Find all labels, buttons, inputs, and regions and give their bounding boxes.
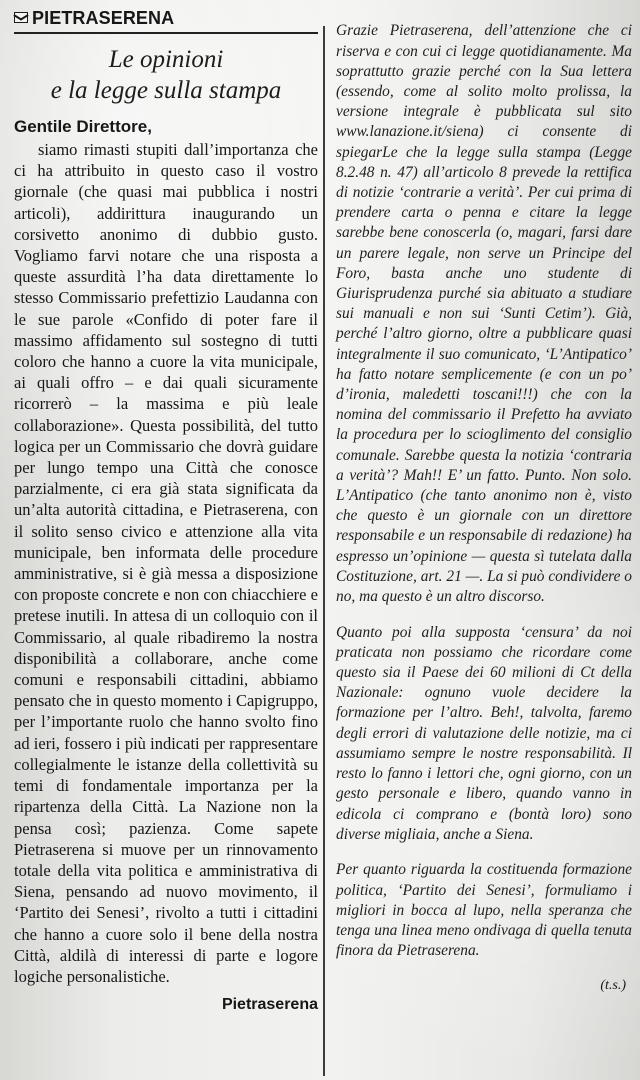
letter-signature: Pietraserena bbox=[221, 996, 318, 1014]
headline-line-1: Le opinioni bbox=[108, 46, 224, 73]
reply-paragraph-2: Quanto poi alla supposta ‘censura’ da noi praticata non possiamo che ricordare come questo sia il Paese dei 60 milioni di Ct della Nazionale: ognuno vuole decidere la formazione per l’altro. Beh!, talvolta, faremo degli errori di valutazione delle notizie, ma ci assumiamo sempre le nostre responsabilità. Il resto lo fanno i lettori che, ogni giorno, con un gesto personale e libero, quando vanno in edicola ci comprano e (bontà loro) sono diverse migliaia, anche a Siena. bbox=[336, 623, 632, 843]
reply-column bbox=[336, 6, 632, 1072]
reply-paragraph-1: Grazie Pietraserena, dell’attenzione che ci riserva e con cui ci legge quotidianamente. Ma soprattutto grazie perché con la Sua lettera (essendo, come al solito molto prolissa, la versione integrale è pubblicata sul sito www.lanazione.it/siena) ci consente di spiegarLe che la legge sulla stampa (Legge 8.2.48 n. 47) all’articolo 8 prevede la rettifica di notizie ‘contrarie a verità’. Per cui prima di prendere carta o penna e citare la legge sarebbe bene conoscerla (o, magari, farsi dare un parere legale, non serve un Principe del Foro, basta anche uno studente di Giurisprudenza purché sia abituato a studiare sui manuali e non sui ‘Sunti Cetim’). Già, perché l’altro giorno, oltre a pubblicare quasi integralmente il suo comunicato, ‘L’Antipatico’ ha fatto notare semplicemente (e con un po’ d’ironia, maledetti toscani!!!) che con la nomina del commissario il Prefetto ha avviato la procedura per lo scioglimento del consiglio comunale. Sarebbe questa la notizia ‘contraria a verità’? Mah!! E’ un fatto. Punto. Non solo. L’Antipatico (che tanto anonimo non è, visto che questo è un giornale con un direttore responsabile e un responsabile di redazione) ha espresso un’opinione — questa sì tutelata dalla Costituzione, art. 21 —. La si può condividere o no, ma questo è un altro discorso. bbox=[336, 22, 632, 606]
headline-line-2: e la legge sulla stampa bbox=[50, 77, 282, 104]
column-divider bbox=[323, 26, 325, 1076]
section-header bbox=[14, 8, 318, 34]
letter-salutation: Gentile Direttore, bbox=[14, 117, 152, 136]
article-headline bbox=[14, 44, 318, 106]
reply-block bbox=[336, 21, 632, 961]
reply-initials: (t.s.) bbox=[600, 977, 626, 993]
mail-icon bbox=[14, 12, 28, 23]
letter-column bbox=[14, 8, 318, 1074]
section-title: PIETRASERENA bbox=[32, 8, 175, 28]
reply-paragraph-3: Per quanto riguarda la costituenda formazione politica, ‘Partito dei Senesi’, formuliamo i migliori in bocca al lupo, nella speranza che tenga una linea meno ondivaga di quella tenuta finora da Pietraserena. bbox=[336, 861, 632, 960]
letter-body: siamo rimasti stupiti dall’importanza che ci ha attribuito in questo caso il vostro giornale (che quasi mai pubblica i nostri articoli), addirittura inaugurando un corsivetto anonimo di dubbio gusto. Vogliamo farvi notare che una risposta a queste assurdità l’ha data direttamente lo stesso Commissario prefettizio Laudanna con le sue parole «Confido di poter fare il massimo affidamento sul sostegno di tutti coloro che hanno a cuore la vita municipale, ai quali offro – e dai quali sicuramente ricorrerò – la massima e più leale collaborazione». Questa possibilità, del tutto logica per un Commissario che dovrà guidare per lungo tempo una Città che conosce parzialmente, ci era già stata significata da un’alta autorità cittadina, e Pietraserena, con il solito senso civico e attenzione alla vita municipale, ben informata delle procedure amministrative, si è già messa a disposizione con proposte concrete e non con chiacchiere e pretese inutili. In attesa di un colloquio con il Commissario, al quale ribadiremo la nostra disponibilità a collaborare, anche come comuni e responsabili cittadini, abbiamo pensato che in questo momento i Capigruppo, per l’importante ruolo che hanno svolto fino ad ieri, fossero i più indicati per rappresentare collegialmente le istanze della collettività su temi di fondamentale importanza per la ripartenza della Città. La Nazione non la pensa così; pazienza. Come sapete Pietraserena si muove per un rinnovamento totale della vita politica e amministrativa di Siena, pensando ad nuovo movimento, il ‘Partito dei Senesi’, rivolto a tutti i cittadini che hanno a cuore solo il bene della nostra Città, aldilà di interessi di parte e logore logiche personalistiche. bbox=[14, 140, 318, 986]
